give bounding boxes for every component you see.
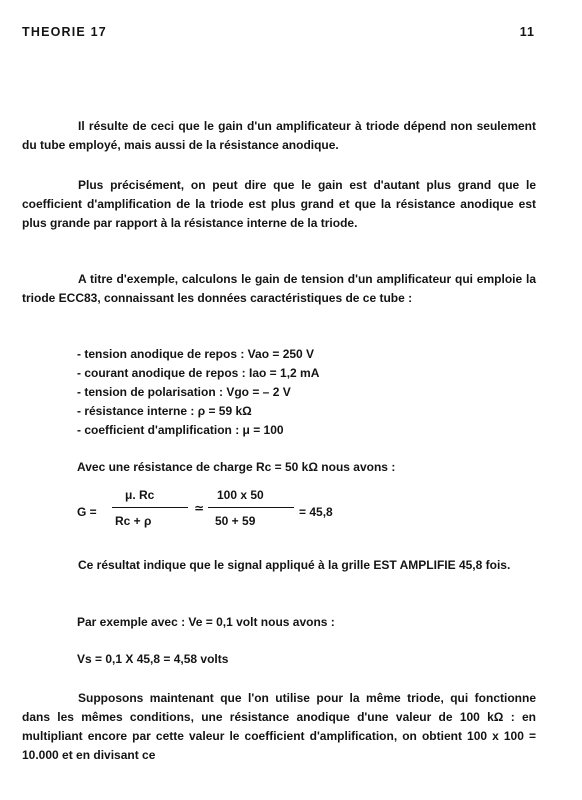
output-voltage-line: Vs = 0,1 X 45,8 = 4,58 volts [77, 652, 229, 666]
load-resistance-line: Avec une résistance de charge Rc = 50 kΩ nous avons : [77, 460, 396, 474]
example-line: Par exemple avec : Ve = 0,1 volt nous avons : [77, 615, 335, 629]
formula-result: = 45,8 [299, 505, 333, 519]
formula-numerator-1: μ. Rc [125, 488, 155, 502]
fraction-bar-1 [112, 507, 188, 508]
formula-lhs: G = [77, 505, 97, 519]
formula-approx: ≃ [194, 501, 205, 515]
gain-formula [77, 488, 377, 538]
characteristics-list [77, 345, 319, 440]
paragraph-3 [22, 270, 536, 308]
paragraph-final-text: Supposons maintenant que l'on utilise pour la même triode, qui fonctionne dans les mêmes conditions, une résistance anodique d'une valeur de 100 kΩ : en multipliant encore par cette valeur le coefficient d'amplification, on obtient 100 x 100 = 10.000 et en divisant ce [22, 691, 536, 762]
paragraph-1 [22, 117, 536, 155]
list-item: - courant anodique de repos : Iao = 1,2 mA [77, 366, 320, 380]
list-item: - coefficient d'amplification : μ = 100 [77, 423, 284, 437]
paragraph-3-text: A titre d'exemple, calculons le gain de tension d'un amplificateur qui emploie la triode ECC83, connaissant les données caractéristiques de ce tube : [22, 272, 536, 305]
page-title: THEORIE 17 [22, 25, 107, 39]
formula-numerator-2: 100 x 50 [217, 488, 264, 502]
paragraph-2-text: Plus précisément, on peut dire que le gain est d'autant plus grand que le coefficient d'amplification de la triode est plus grand et que la résistance anodique est plus grande par rapport à la résistance interne de la triode. [22, 178, 536, 230]
paragraph-result [22, 556, 536, 575]
fraction-bar-2 [208, 507, 294, 508]
page-number: 11 [519, 25, 535, 39]
paragraph-final [22, 689, 536, 765]
list-item: - tension anodique de repos : Vao = 250 V [77, 347, 315, 361]
formula-denominator-2: 50 + 59 [215, 514, 256, 528]
paragraph-2 [22, 176, 536, 233]
formula-denominator-1: Rc + ρ [115, 514, 152, 528]
paragraph-1-text: Il résulte de ceci que le gain d'un amplificateur à triode dépend non seulement du tube employé, mais aussi de la résistance anodique. [22, 119, 536, 152]
list-item: - résistance interne : ρ = 59 kΩ [77, 404, 252, 418]
list-item: - tension de polarisation : Vgo = – 2 V [77, 385, 291, 399]
paragraph-result-text: Ce résultat indique que le signal appliqué à la grille EST AMPLIFIE 45,8 fois. [78, 558, 511, 572]
